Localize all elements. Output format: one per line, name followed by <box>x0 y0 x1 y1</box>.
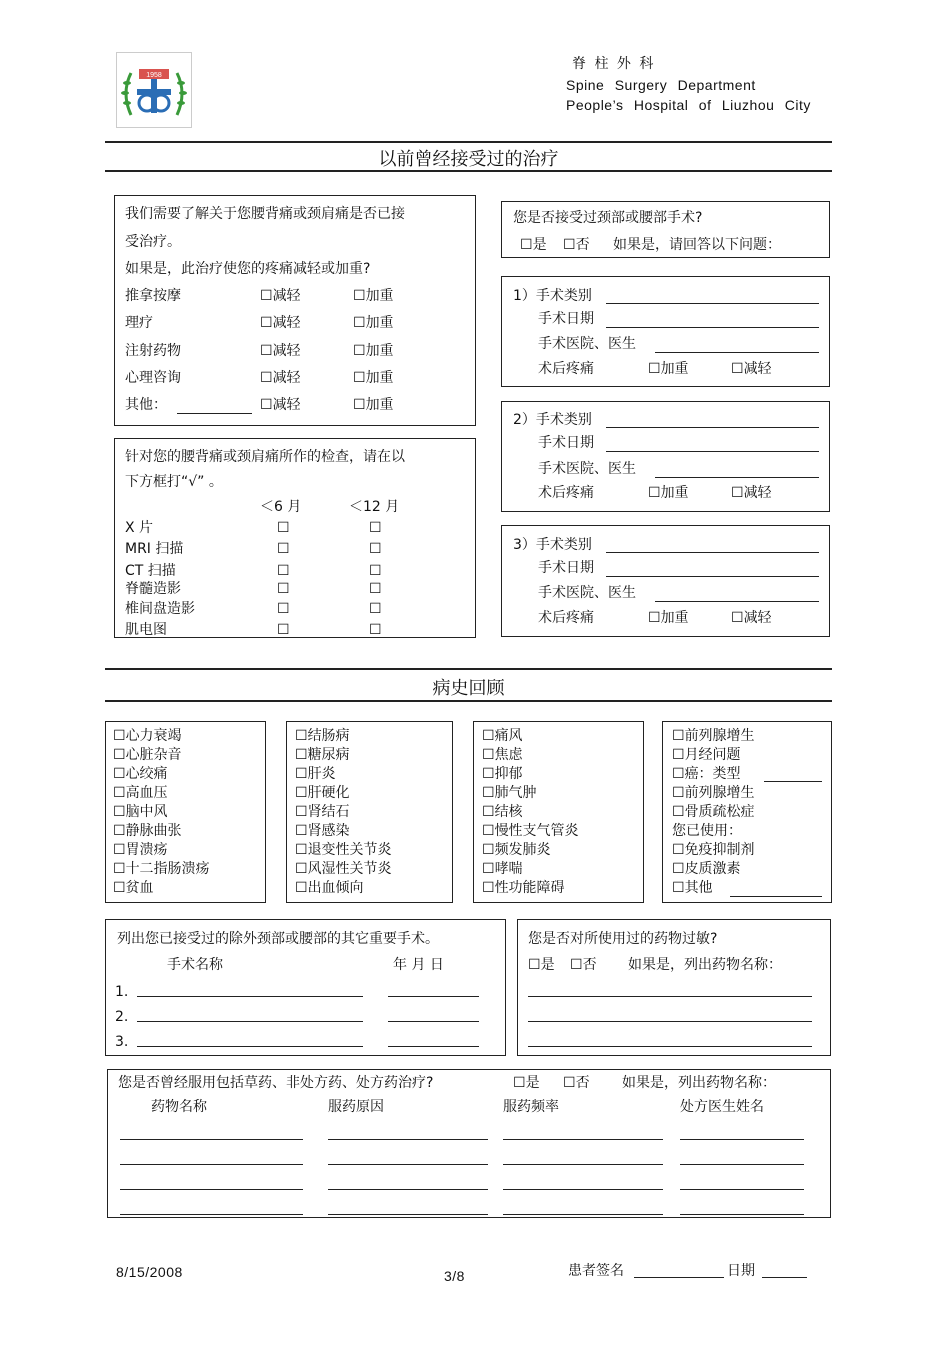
allergy-drug-field[interactable] <box>528 996 812 997</box>
section-title-history: 病史回顾 <box>432 678 505 699</box>
other-ops-label: 列出您已接受过的除外颈部或腰部的其它重要手术。 <box>117 931 439 947</box>
page-number: 3/8 <box>444 1268 465 1284</box>
history-checkbox[interactable]: ☐ 性功能障碍 <box>482 879 565 897</box>
history-checkbox[interactable]: ☐ 肾感染 <box>295 822 350 840</box>
surgery-hospital-field[interactable] <box>655 352 819 353</box>
history-checkbox[interactable]: ☐ 高血压 <box>113 784 168 802</box>
op-date-field[interactable] <box>388 1021 479 1022</box>
exam-intro-2: 下方框打“√” 。 <box>125 474 223 490</box>
op-name-field[interactable] <box>137 1021 363 1022</box>
exam-label: 肌电图 <box>125 622 167 638</box>
better-checkbox[interactable]: ☐ 减轻 <box>260 287 301 305</box>
exam-6m-checkbox[interactable] <box>277 562 290 580</box>
dept-en-2: People’s Hospital of Liuzhou City <box>566 97 811 113</box>
history-checkbox[interactable]: ☐ 肝炎 <box>295 765 336 783</box>
medication-entry-field[interactable] <box>328 1164 488 1165</box>
footer-date: 8/15/2008 <box>116 1264 183 1280</box>
exam-6m-checkbox[interactable] <box>277 540 290 558</box>
exam-label: CT 扫描 <box>125 563 176 579</box>
history-checkbox[interactable]: ☐ 痛风 <box>482 727 523 745</box>
history-checkbox[interactable]: ☐ 月经问题 <box>672 746 741 764</box>
history-checkbox[interactable]: ☐ 糖尿病 <box>295 746 350 764</box>
surgery-date-field[interactable] <box>606 576 819 577</box>
surgery-date-field[interactable] <box>606 451 819 452</box>
sign-date-field[interactable] <box>762 1277 807 1278</box>
other-medication-field[interactable] <box>730 896 822 897</box>
worse-checkbox[interactable]: ☐ 加重 <box>353 314 394 332</box>
treatment-label: 理疗 <box>125 315 153 331</box>
treatment-intro-3: 如果是，此治疗使您的疼痛减轻或加重? <box>125 261 371 277</box>
treatment-label: 其他： <box>125 397 167 413</box>
hospital-logo <box>116 52 192 128</box>
date-label: 日期 <box>727 1263 755 1279</box>
dept-en-1: Spine Surgery Department <box>566 77 756 93</box>
surgery-type-label: 1）手术类别 <box>513 288 592 304</box>
op-name-field[interactable] <box>137 996 363 997</box>
treatment-label: 推拿按摩 <box>125 288 181 304</box>
medication-entry-field[interactable] <box>120 1164 303 1165</box>
op-number: 2. <box>115 1009 129 1025</box>
surgery-type-field[interactable] <box>606 427 819 428</box>
logo-text: 1958 <box>146 72 162 79</box>
history-checkbox[interactable]: ☐ 抑郁 <box>482 765 523 783</box>
history-checkbox[interactable]: ☐ 退变性关节炎 <box>295 841 392 859</box>
surgery-hospital-label: 手术医院、医生 <box>538 336 636 352</box>
history-checkbox[interactable]: ☐ 频发肺炎 <box>482 841 551 859</box>
treatment-label: 注射药物 <box>125 343 181 359</box>
medication-yes-checkbox[interactable]: ☐ 是 <box>513 1074 540 1092</box>
history-checkbox[interactable]: ☐ 出血倾向 <box>295 879 364 897</box>
exam-6m-checkbox[interactable] <box>277 519 290 537</box>
better-checkbox[interactable]: ☐ 减轻 <box>260 342 301 360</box>
cancer-type-field[interactable] <box>764 781 822 782</box>
surgery-question: 您是否接受过颈部或腰部手术? <box>513 210 703 226</box>
post-op-pain-label: 术后疼痛 <box>538 361 594 377</box>
history-checkbox[interactable]: ☐ 脑中风 <box>113 803 168 821</box>
allergy-no-checkbox[interactable]: ☐ 否 <box>570 956 597 974</box>
exam-12m-checkbox[interactable] <box>369 519 382 537</box>
worse-checkbox[interactable]: ☐ 加重 <box>353 369 394 387</box>
allergy-drug-field[interactable] <box>528 1021 812 1022</box>
exam-label: MRI 扫描 <box>125 541 184 557</box>
better-checkbox[interactable]: ☐ 减轻 <box>260 369 301 387</box>
post-op-worse-checkbox[interactable]: ☐ 加重 <box>648 609 689 627</box>
medication-entry-field[interactable] <box>680 1139 804 1140</box>
history-checkbox[interactable]: ☐ 前列腺增生 <box>672 727 755 745</box>
medication-entry-field[interactable] <box>120 1214 303 1215</box>
med-col-name: 药物名称 <box>151 1099 207 1115</box>
history-checkbox[interactable]: ☐ 皮质激素 <box>672 860 741 878</box>
history-checkbox[interactable]: ☐ 风湿性关节炎 <box>295 860 392 878</box>
exam-12m-checkbox[interactable] <box>369 540 382 558</box>
medication-entry-field[interactable] <box>503 1164 663 1165</box>
post-op-better-checkbox[interactable]: ☐ 减轻 <box>731 360 772 378</box>
history-checkbox[interactable]: ☐ 十二指肠溃疡 <box>113 860 210 878</box>
surgery-hospital-label: 手术医院、医生 <box>538 585 636 601</box>
exam-12m-checkbox[interactable] <box>369 600 382 618</box>
worse-checkbox[interactable]: ☐ 加重 <box>353 396 394 414</box>
history-checkbox[interactable]: ☐ 静脉曲张 <box>113 822 182 840</box>
surgery-hospital-label: 手术医院、医生 <box>538 461 636 477</box>
surgery-if-yes: 如果是，请回答以下问题： <box>613 237 781 253</box>
history-checkbox[interactable]: ☐ 肺气肿 <box>482 784 537 802</box>
surgery-yes-checkbox[interactable]: ☐ 是 <box>520 236 547 254</box>
medication-entry-field[interactable] <box>503 1214 663 1215</box>
history-checkbox[interactable]: ☐ 其他 <box>672 879 713 897</box>
history-checkbox[interactable]: ☐ 胃溃疡 <box>113 841 168 859</box>
better-checkbox[interactable]: ☐ 减轻 <box>260 396 301 414</box>
post-op-better-checkbox[interactable]: ☐ 减轻 <box>731 609 772 627</box>
treatment-intro-2: 受治疗。 <box>125 234 181 250</box>
history-checkbox[interactable]: ☐ 肾结石 <box>295 803 350 821</box>
exam-6m-checkbox[interactable] <box>277 600 290 618</box>
op-name-header: 手术名称 <box>167 957 223 973</box>
better-checkbox[interactable]: ☐ 减轻 <box>260 314 301 332</box>
allergy-yes-checkbox[interactable]: ☐ 是 <box>528 956 555 974</box>
history-checkbox[interactable]: ☐ 哮喘 <box>482 860 523 878</box>
allergy-drug-field[interactable] <box>528 1046 812 1047</box>
col-6-months: ＜6 月 <box>260 499 302 515</box>
exam-6m-checkbox[interactable] <box>277 621 290 639</box>
history-checkbox[interactable]: ☐ 癌：类型 <box>672 765 741 783</box>
history-checkbox[interactable]: ☐ 肝硬化 <box>295 784 350 802</box>
surgery-date-label: 手术日期 <box>538 435 594 451</box>
exam-intro-1: 针对您的腰背痛或颈肩痛所作的检查，请在以 <box>125 449 405 465</box>
medication-entry-field[interactable] <box>503 1189 663 1190</box>
surgery-no-checkbox[interactable]: ☐ 否 <box>563 236 590 254</box>
medication-entry-field[interactable] <box>328 1189 488 1190</box>
signature-label: 患者签名 <box>568 1263 624 1279</box>
op-number: 1. <box>115 984 129 1000</box>
history-checkbox[interactable]: ☐ 焦虑 <box>482 746 523 764</box>
med-col-reason: 服药原因 <box>328 1099 384 1115</box>
post-op-worse-checkbox[interactable]: ☐ 加重 <box>648 484 689 502</box>
exam-12m-checkbox[interactable] <box>369 580 382 598</box>
treatment-intro-1: 我们需要了解关于您腰背痛或颈肩痛是否已接 <box>125 206 405 222</box>
history-checkbox[interactable]: ☐ 贫血 <box>113 879 154 897</box>
medication-entry-field[interactable] <box>680 1189 804 1190</box>
history-checkbox[interactable]: ☐ 心力衰竭 <box>113 727 182 745</box>
exam-6m-checkbox[interactable] <box>277 580 290 598</box>
medication-entry-field[interactable] <box>503 1139 663 1140</box>
treatment-label: 心理咨询 <box>125 370 181 386</box>
dept-cn: 脊 柱 外 科 <box>572 56 656 72</box>
other-treatment-field[interactable] <box>177 413 252 414</box>
exam-12m-checkbox[interactable] <box>369 562 382 580</box>
history-checkbox[interactable]: ☐ 骨质疏松症 <box>672 803 755 821</box>
history-checkbox[interactable]: ☐ 心绞痛 <box>113 765 168 783</box>
signature-field[interactable] <box>634 1277 724 1278</box>
op-date-field[interactable] <box>388 1046 479 1047</box>
medication-no-checkbox[interactable]: ☐ 否 <box>563 1074 590 1092</box>
exam-12m-checkbox[interactable] <box>369 621 382 639</box>
post-op-pain-label: 术后疼痛 <box>538 610 594 626</box>
col-12-months: ＜12 月 <box>349 499 400 515</box>
med-col-frequency: 服药频率 <box>503 1099 559 1115</box>
history-checkbox[interactable]: ☐ 免疫抑制剂 <box>672 841 755 859</box>
allergy-question: 您是否对所使用过的药物过敏? <box>528 931 718 947</box>
medication-entry-field[interactable] <box>120 1139 303 1140</box>
history-checkbox[interactable]: ☐ 慢性支气管炎 <box>482 822 579 840</box>
medication-entry-field[interactable] <box>680 1164 804 1165</box>
medication-question: 您是否曾经服用包括草药、非处方药、处方药治疗? <box>118 1075 434 1091</box>
surgery-hospital-field[interactable] <box>655 477 819 478</box>
medication-entry-field[interactable] <box>120 1189 303 1190</box>
exam-label: 椎间盘造影 <box>125 601 195 617</box>
surgery-hospital-field[interactable] <box>655 601 819 602</box>
surgery-date-label: 手术日期 <box>538 560 594 576</box>
section-title-treatment: 以前曾经接受过的治疗 <box>378 149 559 170</box>
op-date-header: 年 月 日 <box>393 957 444 973</box>
used-label: 您已使用： <box>672 823 742 839</box>
surgery-type-field[interactable] <box>606 303 819 304</box>
worse-checkbox[interactable]: ☐ 加重 <box>353 342 394 360</box>
op-number: 3. <box>115 1034 129 1050</box>
medication-if-yes: 如果是，列出药物名称： <box>622 1075 776 1091</box>
op-date-field[interactable] <box>388 996 479 997</box>
op-name-field[interactable] <box>137 1046 363 1047</box>
surgery-date-label: 手术日期 <box>538 311 594 327</box>
exam-label: 脊髓造影 <box>125 581 181 597</box>
surgery-type-label: 2）手术类别 <box>513 412 592 428</box>
history-checkbox[interactable]: ☐ 结核 <box>482 803 523 821</box>
surgery-type-label: 3）手术类别 <box>513 537 592 553</box>
history-checkbox[interactable]: ☐ 结肠病 <box>295 727 350 745</box>
worse-checkbox[interactable]: ☐ 加重 <box>353 287 394 305</box>
post-op-worse-checkbox[interactable]: ☐ 加重 <box>648 360 689 378</box>
post-op-better-checkbox[interactable]: ☐ 减轻 <box>731 484 772 502</box>
treatment-box <box>114 195 476 426</box>
medication-entry-field[interactable] <box>328 1139 488 1140</box>
surgery-date-field[interactable] <box>606 327 819 328</box>
medication-entry-field[interactable] <box>680 1214 804 1215</box>
history-checkbox[interactable]: ☐ 心脏杂音 <box>113 746 182 764</box>
medication-entry-field[interactable] <box>328 1214 488 1215</box>
allergy-if-yes: 如果是，列出药物名称： <box>628 957 782 973</box>
surgery-type-field[interactable] <box>606 552 819 553</box>
exam-label: X 片 <box>125 520 154 536</box>
post-op-pain-label: 术后疼痛 <box>538 485 594 501</box>
history-checkbox[interactable]: ☐ 前列腺增生 <box>672 784 755 802</box>
med-col-doctor: 处方医生姓名 <box>680 1099 764 1115</box>
